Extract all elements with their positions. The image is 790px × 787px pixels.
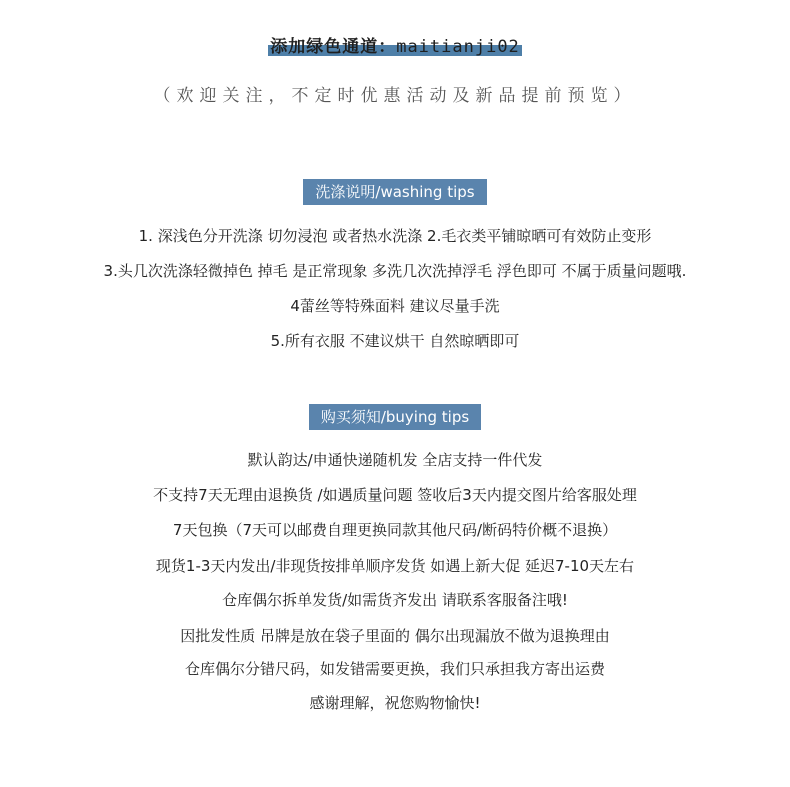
green-channel-label: 添加绿色通道： — [270, 37, 397, 57]
header — [0, 36, 790, 58]
buying-line: 默认韵达/申通快递随机发 全店支持一件代发 — [247, 451, 543, 469]
wechat-id: maitianji02 — [396, 37, 520, 57]
buying-line: 现货1-3天内发出/非现货按排单顺序发货 如遇上新大促 延迟7-10天左右 — [155, 557, 635, 575]
buying-line: 7天包换（7天可以邮费自理更换同款其他尺码/断码特价概不退换） — [172, 521, 618, 539]
buying-tips-label — [0, 404, 790, 430]
buying-tips-badge: 购买须知/buying tips — [309, 404, 481, 430]
washing-line: 4蕾丝等特殊面料 建议尽量手洗 — [290, 297, 500, 315]
washing-line: 1. 深浅色分开洗涤 切勿浸泡 或者热水洗涤 2.毛衣类平铺晾晒可有效防止变形 — [138, 227, 652, 245]
washing-tips-label — [0, 179, 790, 205]
buying-line: 仓库偶尔分错尺码，如发错需要更换，我们只承担我方寄出运费 — [184, 660, 605, 678]
buying-line: 因批发性质 吊牌是放在袋子里面的 偶尔出现漏放不做为退换理由 — [180, 627, 610, 645]
washing-tips-badge: 洗涤说明/washing tips — [303, 179, 486, 205]
buying-line: 感谢理解，祝您购物愉快! — [309, 694, 481, 712]
washing-line: 5.所有衣服 不建议烘干 自然晾晒即可 — [270, 332, 520, 350]
promo-subtitle: （欢迎关注，不定时优惠活动及新品提前预览） — [153, 86, 637, 106]
buying-line: 仓库偶尔拆单发货/如需货齐发出 请联系客服备注哦! — [222, 591, 568, 609]
washing-line: 3.头几次洗涤轻微掉色 掉毛 是正常现象 多洗几次洗掉浮毛 浮色即可 不属于质量问题哦. — [103, 262, 687, 280]
green-channel-title — [268, 36, 522, 58]
buying-line: 不支持7天无理由退换货 /如遇质量问题 签收后3天内提交图片给客服处理 — [153, 486, 637, 504]
